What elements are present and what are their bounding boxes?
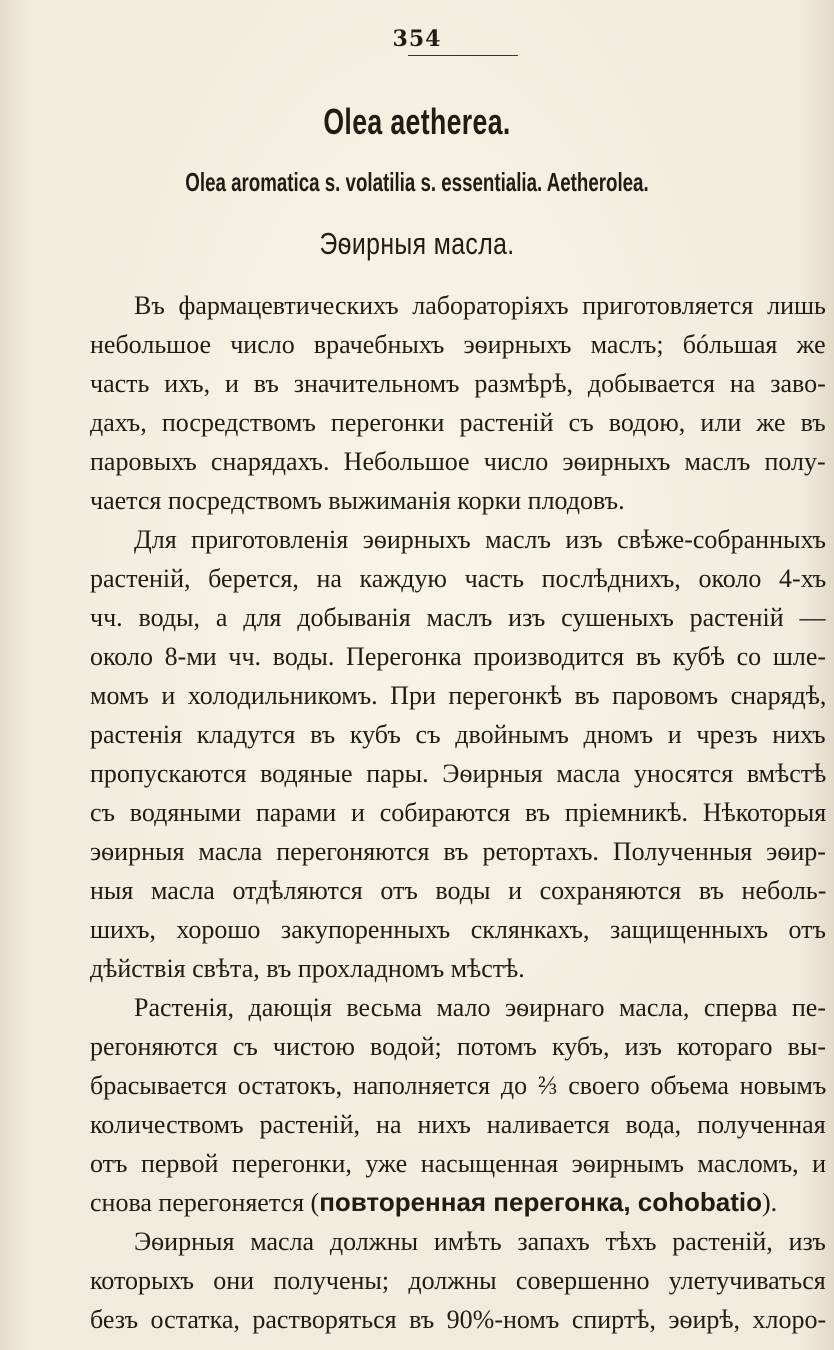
text-line: небольшое число врачебныхъ эѳирныхъ маслъ; бóльшая же xyxy=(90,330,826,359)
text-line: шихъ, хорошо закупоренныхъ склянкахъ, защищенныхъ отъ xyxy=(90,915,826,944)
text-line: около 8-ми чч. воды. Перегонка производится въ кубѣ со шле- xyxy=(90,642,827,671)
text-line: Для приготовленія эѳирныхъ маслъ изъ свѣже-собранныхъ xyxy=(134,525,826,554)
text-line: Растенія, дающія весьма мало эѳирнаго масла, сперва пе- xyxy=(134,993,826,1022)
text-line: количествомъ растеній, на нихъ наливается вода, полученная xyxy=(90,1110,826,1139)
text-line: Эѳирныя масла должны имѣть запахъ тѣхъ растеній, изъ xyxy=(134,1227,826,1256)
page-number: 354 xyxy=(392,26,442,52)
text-line: безъ остатка, растворяться въ 90%-номъ спиртѣ, эѳирѣ, хлоро- xyxy=(90,1305,827,1334)
text-line: растеній, берется, на каждую часть послѣднихъ, около 4-хъ xyxy=(90,564,827,593)
text-line: паровыхъ снарядахъ. Небольшое число эѳирныхъ маслъ полу- xyxy=(90,447,826,476)
text-line: отъ первой перегонки, уже насыщенная эѳирнымъ масломъ, и xyxy=(90,1149,827,1178)
text-line: пропускаются водяные пары. Эѳирныя масла уносятся вмѣстѣ xyxy=(90,759,827,788)
text-line: эѳирныя масла перегоняются въ ретортахъ. Полученныя эѳир- xyxy=(90,837,826,866)
text-line: чается посредствомъ выжиманія корки плодовъ. xyxy=(90,486,625,515)
text-line: съ водяными парами и собираются въ пріемникѣ. Нѣкоторыя xyxy=(90,798,827,827)
body-text xyxy=(90,286,826,1339)
text-line: дѣйствія свѣта, въ прохладномъ мѣстѣ. xyxy=(90,954,525,983)
text-line: которыхъ они получены; должны совершенно улетучиваться xyxy=(90,1266,826,1295)
text-line: часть ихъ, и въ значительномъ размѣрѣ, добывается на заво- xyxy=(90,369,826,398)
text-line: Въ фармацевтическихъ лабораторіяхъ приготовляется лишь xyxy=(134,291,826,320)
section-heading-russian: Эѳирныя масла. xyxy=(319,226,515,261)
section-title-latin: Olea aetherea. xyxy=(323,101,511,142)
text-line: ныя масла отдѣляются отъ воды и сохраняются въ неболь- xyxy=(90,876,827,905)
text-line: чч. воды, а для добыванія маслъ изъ сушеныхъ растеній — xyxy=(90,603,826,632)
text-line: брасывается остатокъ, наполняется до ⅔ своего объема новымъ xyxy=(90,1071,827,1100)
bold-term: повторенная перегонка, cohobatio xyxy=(319,1187,763,1217)
text-line: растенія кладутся въ кубъ съ двойнымъ дномъ и чрезъ нихъ xyxy=(90,720,826,749)
text-segment: снова перегоняется ( xyxy=(90,1188,320,1217)
section-subtitle-latin: Olea aromatica s. volatilia s. essentialia. Aetheroleа. xyxy=(185,167,649,197)
text-line: момъ и холодильникомъ. При перегонкѣ въ паровомъ снарядѣ, xyxy=(90,681,827,710)
text-line: регоняются съ чистою водой; потомъ кубъ, изъ котораго вы- xyxy=(90,1032,826,1061)
header-rule xyxy=(408,55,518,56)
text-line-with-bold xyxy=(90,1183,826,1222)
text-line: дахъ, посредствомъ перегонки растеній съ водою, или же въ xyxy=(90,408,826,437)
text-segment: ). xyxy=(762,1188,778,1217)
